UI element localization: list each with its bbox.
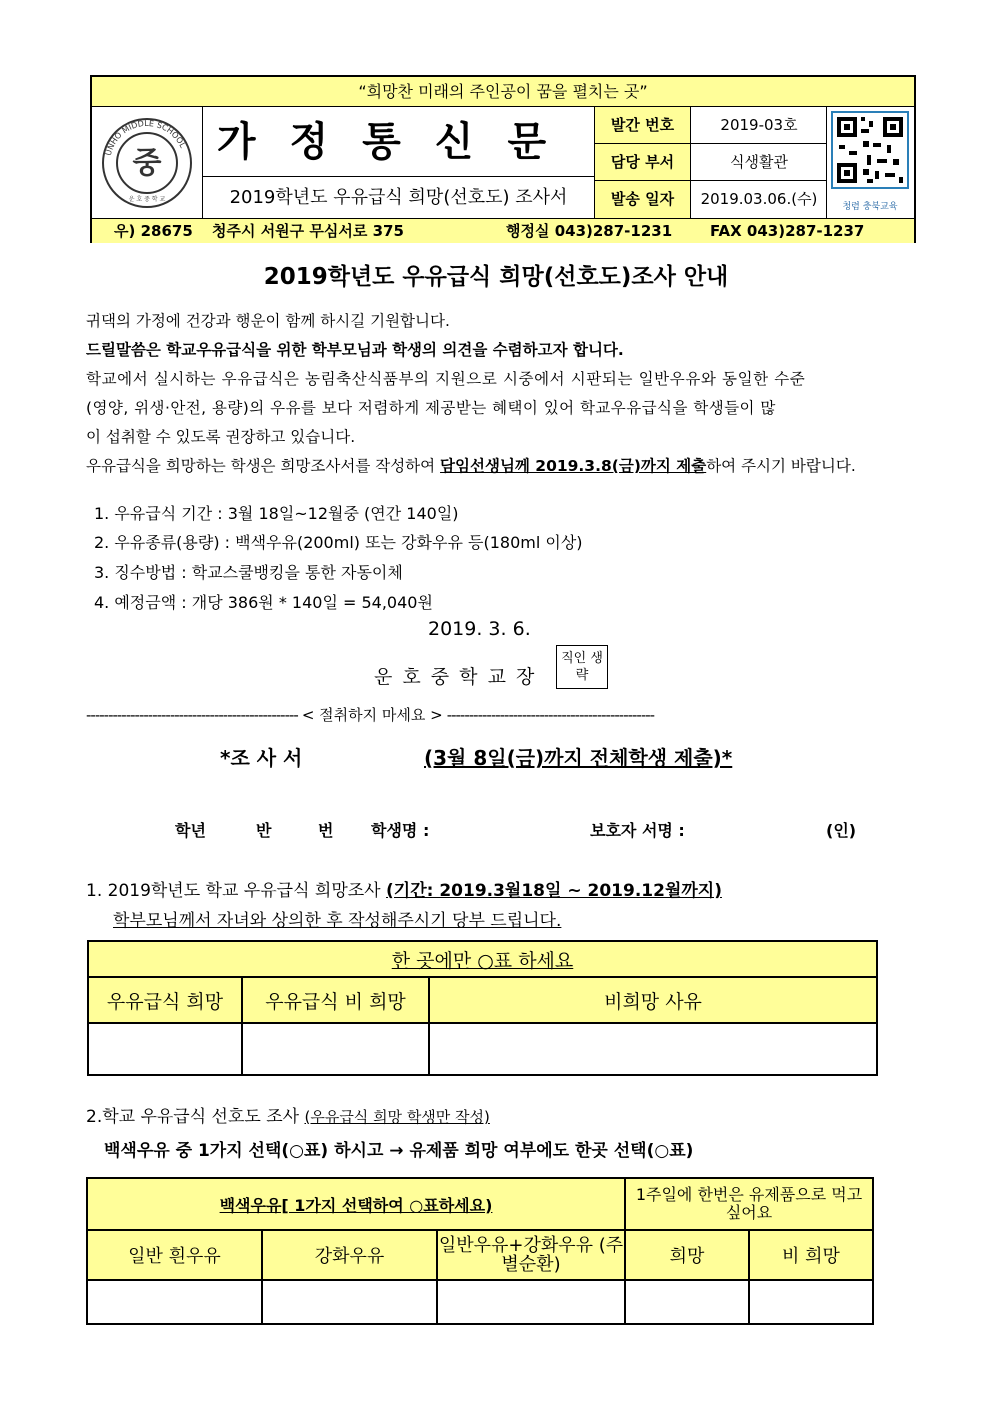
svg-text:중: 중	[132, 146, 162, 181]
principal-name: 운 호 중 학 교 장	[374, 666, 537, 688]
svg-text:운 호 중 학 교: 운 호 중 학 교	[128, 196, 166, 203]
meta-row-date: 발송 일자 2019.03.06.(수)	[595, 181, 827, 218]
list-item: 3. 징수방법 : 학교스쿨뱅킹을 통한 자동이체	[94, 563, 403, 582]
notice-line: 우유급식을 희망하는 학생은 희망조사서를 작성하여 담임선생님께 2019.3.8(금)까지 제출하여 주시기 바랍니다.	[86, 457, 856, 475]
postal-code: 우) 28675	[114, 222, 193, 240]
notice-line: 이 섭취할 수 있도록 권장하고 있습니다.	[86, 428, 356, 446]
svg-text:UNHO MIDDLE SCHOOL: UNHO MIDDLE SCHOOL	[103, 118, 188, 157]
col-plain-milk: 일반 흰우유	[87, 1230, 262, 1280]
grade-label: 학년	[175, 821, 206, 840]
q1-cell-wish[interactable]	[88, 1023, 242, 1075]
col-reason: 비희망 사유	[429, 977, 877, 1023]
q2-cell-plain[interactable]	[87, 1280, 262, 1324]
number-label: 번	[318, 821, 334, 840]
list-item: 1. 우유급식 기간 : 3월 18일~12월중 (연간 140일)	[94, 504, 459, 523]
notice-heading: 2019학년도 우유급식 희망(선호도)조사 안내	[263, 264, 729, 290]
q1-cell-reason[interactable]	[429, 1023, 877, 1075]
office-phone: 행정실 043)287-1231	[506, 222, 673, 240]
col-fortified-milk: 강화우유	[262, 1230, 437, 1280]
notice-line: 드릴말씀은 학교우유급식을 위한 학부모님과 학생의 의견을 수렴하고자 합니다.	[86, 341, 624, 359]
col-dairy-no: 비 희망	[749, 1230, 873, 1280]
qr-code[interactable]	[826, 107, 914, 218]
notice-line: 학교에서 실시하는 우유급식은 농림축산식품부의 지원으로 시중에서 시판되는 일반우유와 동일한 수준	[86, 370, 806, 388]
notice-line: 귀댁의 가정에 건강과 행운이 함께 하시길 기원합니다.	[86, 312, 450, 330]
q2-cell-mixed[interactable]	[437, 1280, 625, 1324]
col-dairy-yes: 희망	[625, 1230, 749, 1280]
seal-label: (인)	[826, 821, 857, 840]
newsletter-subtitle: 2019학년도 우유급식 희망(선호도) 조사서	[229, 187, 568, 208]
fax-number: FAX 043)287-1237	[710, 222, 865, 240]
q1-subtitle: 학부모님께서 자녀와 상의한 후 작성해주시기 당부 드립니다.	[113, 911, 562, 931]
meta-row-dept: 담당 부서 식생활관	[595, 144, 827, 181]
q2-instruction: 백색우유 중 1가지 선택(○표) 하시고 → 유제품 희망 여부에도 한곳 선택(○표)	[104, 1141, 694, 1161]
q2-head-milk: 백색우유[ 1가지 선택하여 ○표하세요)	[87, 1178, 625, 1230]
newsletter-header	[90, 75, 916, 243]
q2-cell-dairy-no[interactable]	[749, 1280, 873, 1324]
seal-stamp: 직인 생략	[556, 645, 608, 689]
q2-table	[86, 1177, 874, 1325]
issue-meta	[594, 107, 826, 218]
survey-title: *조 사 서	[220, 746, 303, 770]
notice-line: (영양, 위생·안전, 용량)의 우유를 보다 저렴하게 제공받는 혜택이 있어 학교우유급식을 학생들이 많	[86, 399, 776, 417]
school-motto: “희망찬 미래의 주인공이 꿈을 펼치는 곳”	[92, 77, 914, 107]
q2-head-dairy: 1주일에 한번은 유제품으로 먹고 싶어요	[625, 1178, 873, 1230]
col-no-wish: 우유급식 비 희망	[242, 977, 429, 1023]
q1-title: 1. 2019학년도 학교 우유급식 희망조사 (기간: 2019.3월18일 ~ 2019.12월까지)	[86, 881, 722, 901]
q1-cell-no-wish[interactable]	[242, 1023, 429, 1075]
notice-date: 2019. 3. 6.	[428, 618, 531, 640]
survey-deadline: (3월 8일(금)까지 전체학생 제출)*	[424, 746, 733, 770]
school-logo	[92, 107, 203, 218]
q2-title: 2.학교 우유급식 선호도 조사 (우유급식 희망 학생만 작성)	[86, 1107, 490, 1127]
col-mixed-milk: 일반우유+강화우유 (주별순환)	[437, 1230, 625, 1280]
q2-cell-fortified[interactable]	[262, 1280, 437, 1324]
q1-table	[87, 940, 878, 1076]
class-label: 반	[256, 821, 272, 840]
col-wish: 우유급식 희망	[88, 977, 242, 1023]
guardian-sign-field[interactable]: 보호자 서명 :	[590, 821, 685, 840]
meta-row-issue: 발간 번호 2019-03호	[595, 107, 827, 144]
newsletter-title: 가정통신문	[203, 107, 594, 177]
svg-text:청렴 충북교육: 청렴 충북교육	[842, 202, 898, 212]
student-name-field[interactable]: 학생명 :	[371, 821, 430, 840]
list-item: 2. 우유종류(용량) : 백색우유(200ml) 또는 강화우유 등(180ml 이상)	[94, 533, 583, 552]
street-address: 청주시 서원구 무심서로 375	[212, 222, 404, 240]
q1-table-head: 한 곳에만 ○표 하세요	[88, 941, 877, 977]
deadline-emphasis: 담임선생님께 2019.3.8(금)까지 제출	[440, 457, 707, 475]
school-address-bar	[92, 218, 914, 243]
cut-line: ------------------------------------------------ < 절취하지 마세요 > -----------------------------------------------	[86, 706, 655, 724]
q2-cell-dairy-yes[interactable]	[625, 1280, 749, 1324]
list-item: 4. 예정금액 : 개당 386원 * 140일 = 54,040원	[94, 593, 433, 612]
